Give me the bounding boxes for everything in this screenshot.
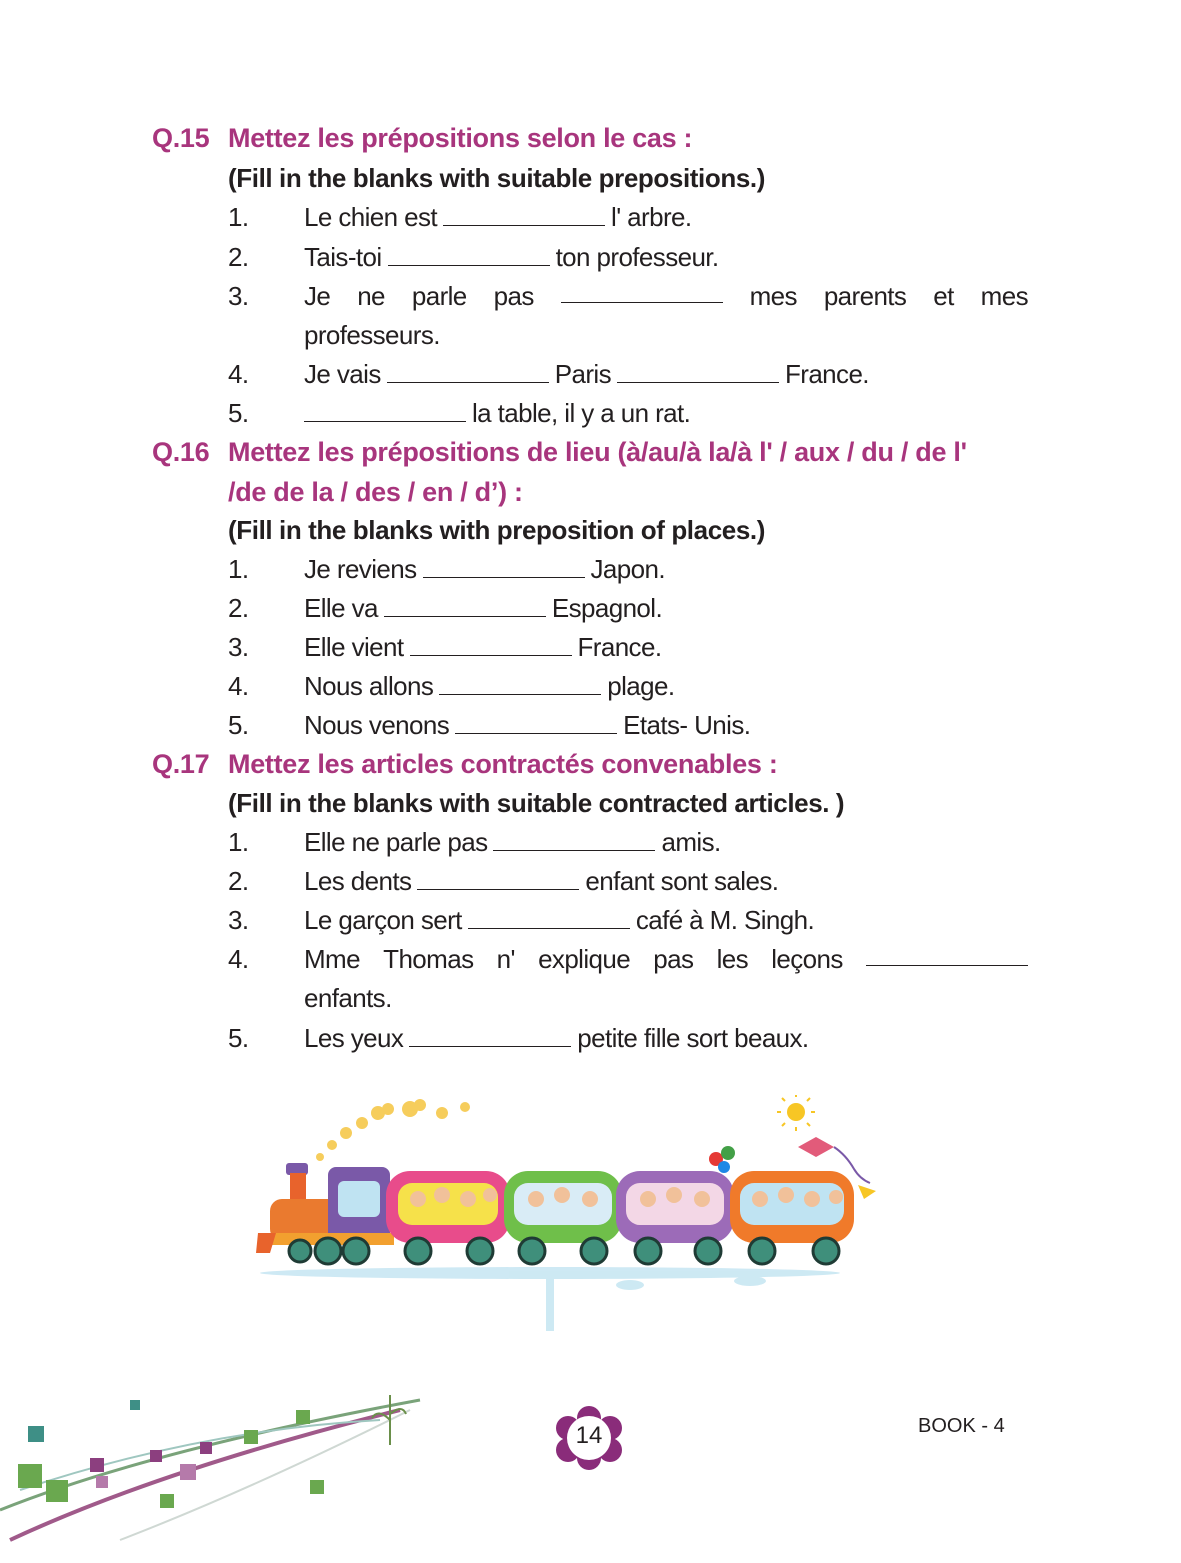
blank[interactable] [617, 360, 779, 383]
item-text-b: l' arbre. [611, 202, 692, 232]
item-text-cont: enfants. [304, 983, 392, 1013]
item-text [304, 241, 719, 273]
item-text [304, 553, 665, 585]
blank[interactable] [417, 867, 579, 890]
item-number: 1. [228, 554, 249, 584]
blank[interactable] [866, 943, 1028, 966]
blank[interactable] [439, 672, 601, 695]
blank[interactable] [384, 594, 546, 617]
item-number: 3. [228, 632, 249, 662]
word: pas [493, 281, 534, 311]
train-illustration [250, 1095, 890, 1335]
item-text-a: Elle vient [304, 632, 404, 662]
item-text [304, 1022, 809, 1054]
item-text-a: Le garçon sert [304, 905, 462, 935]
item-text [304, 631, 661, 663]
blank[interactable] [304, 399, 466, 422]
item-text-b: café à M. Singh. [635, 905, 815, 935]
item-text-cont: professeurs. [304, 320, 440, 350]
item-text-b: Espagnol. [551, 593, 663, 623]
item-text-b: France. [577, 632, 662, 662]
word: parle [411, 281, 467, 311]
q15-title [152, 122, 692, 154]
item-number: 4. [228, 359, 249, 389]
item-number: 3. [228, 905, 249, 935]
item-number: 1. [228, 827, 249, 857]
q16-number: Q.16 [152, 437, 210, 467]
page-number: 14 [575, 1422, 603, 1449]
item-number: 4. [228, 671, 249, 701]
item-text-a: Nous venons [304, 710, 450, 740]
q15-title-text: Mettez les prépositions selon le cas : [228, 123, 693, 153]
item-text-b: Paris [554, 359, 611, 389]
item-text-a: Les dents [304, 866, 412, 896]
item-text-b: petite fille sort beaux. [577, 1023, 809, 1053]
word: Mme [304, 944, 360, 974]
page-number-badge [552, 1406, 626, 1470]
word: pas [653, 944, 694, 974]
item-text [304, 358, 869, 390]
item-text-a: Elle ne parle pas [304, 827, 488, 857]
item-text-b: Etats- Unis. [623, 710, 751, 740]
item-number: 2. [228, 593, 249, 623]
blank[interactable] [493, 828, 655, 851]
word: et [933, 281, 954, 311]
blank[interactable] [423, 555, 585, 578]
item-text-a: Je reviens [304, 554, 417, 584]
item-text [304, 904, 814, 936]
word: n' [496, 944, 515, 974]
blank[interactable] [409, 1024, 571, 1047]
book-label: BOOK - 4 [918, 1415, 1005, 1437]
blank[interactable] [561, 280, 723, 303]
blank[interactable] [388, 243, 550, 266]
item-text [304, 397, 690, 429]
word: Je [304, 281, 331, 311]
ground-splash [260, 1267, 840, 1331]
q15-number: Q.15 [152, 123, 210, 153]
item-text [304, 709, 750, 741]
train-cars [386, 1171, 854, 1243]
item-number: 5. [228, 398, 249, 428]
word: parents [823, 281, 907, 311]
item-text-b: Japon. [590, 554, 665, 584]
word: les [716, 944, 749, 974]
item-number: 5. [228, 710, 249, 740]
item-text-justified [304, 943, 1028, 975]
item-text-a: Nous allons [304, 671, 434, 701]
q15-subtitle: (Fill in the blanks with suitable prepositions.) [228, 163, 765, 193]
q17-title [152, 748, 778, 780]
item-text-justified [304, 280, 1028, 312]
q16-title-text: Mettez les prépositions de lieu (à/au/à la/à l' / aux / du / de l' [228, 437, 967, 467]
item-text [304, 670, 675, 702]
item-text-b: ton professeur. [555, 242, 719, 272]
word: mes [980, 281, 1028, 311]
q16-subtitle: (Fill in the blanks with preposition of places.) [228, 515, 765, 545]
balloons-icon [709, 1146, 735, 1173]
item-text-a: Le chien est [304, 202, 438, 232]
item-text-a: Elle va [304, 593, 378, 623]
item-number: 4. [228, 944, 249, 974]
smoke-puffs [316, 1099, 470, 1161]
item-text-b: enfant sont sales. [585, 866, 779, 896]
item-text [304, 865, 778, 897]
blank[interactable] [468, 906, 630, 929]
item-text-b: la table, il y a un rat. [472, 398, 691, 428]
q17-subtitle: (Fill in the blanks with suitable contracted articles. ) [228, 788, 845, 818]
word: ne [357, 281, 385, 311]
item-number: 2. [228, 242, 249, 272]
item-text-c: France. [784, 359, 869, 389]
sun-icon [777, 1095, 815, 1131]
q17-number: Q.17 [152, 749, 210, 779]
q16-title-cont: /de de la / des / en / d’) : [228, 477, 523, 507]
blank[interactable] [410, 633, 572, 656]
word: explique [538, 944, 631, 974]
blank[interactable] [387, 360, 549, 383]
item-text [304, 592, 662, 624]
item-text [304, 826, 721, 858]
item-text-a: Les yeux [304, 1023, 404, 1053]
item-text [304, 201, 692, 233]
item-number: 5. [228, 1023, 249, 1053]
q16-title [152, 436, 967, 468]
q17-title-text: Mettez les articles contractés convenables : [228, 749, 778, 779]
word: leçons [771, 944, 843, 974]
item-text-a: Je vais [304, 359, 381, 389]
item-text-b: plage. [607, 671, 675, 701]
decorative-swoosh [0, 1390, 430, 1550]
blank[interactable] [443, 203, 605, 226]
blank[interactable] [455, 711, 617, 734]
item-number: 1. [228, 202, 249, 232]
item-text-b: amis. [661, 827, 721, 857]
item-number: 2. [228, 866, 249, 896]
item-text-a: Tais-toi [304, 242, 382, 272]
item-number: 3. [228, 281, 249, 311]
word: mes [749, 281, 797, 311]
word: Thomas [383, 944, 474, 974]
